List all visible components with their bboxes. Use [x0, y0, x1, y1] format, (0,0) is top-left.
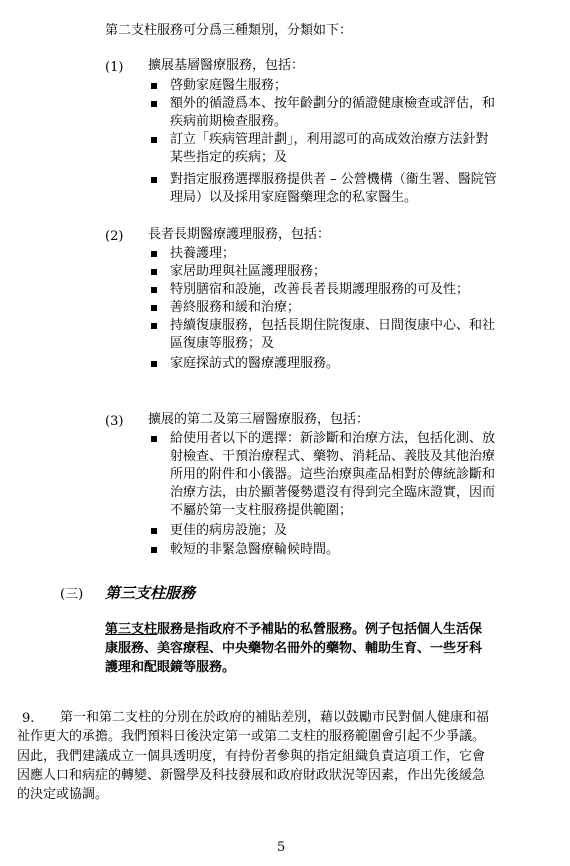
cat2-item-3-line-0: 善終服務和緩和治療；: [170, 300, 301, 315]
bullet-icon: [151, 137, 157, 143]
paragraph-9-line-4: 的決定或協調。: [17, 787, 109, 802]
cat3-item-0-line-2: 所用的附件和小儀器。這些治療與產品相對於傳統診斷和: [170, 467, 496, 482]
cat2-item-4-line-1: 區復康等服務；及: [170, 336, 275, 351]
section-3-line-1: 康服務、美容療程、中央藥物名冊外的藥物、輔助生育、一些牙科: [105, 641, 483, 656]
underlined-term: 第三支柱: [105, 622, 158, 637]
cat1-number: (1): [105, 60, 124, 75]
paragraph-9-line-3: 因應人口和病症的轉變、新醫學及科技發展和政府財政狀況等因素，作出先後緩急: [17, 768, 486, 783]
cat1-item-2-line-1: 某些指定的疾病；及: [170, 150, 288, 165]
bullet-icon: [151, 436, 157, 442]
cat1-item-3-line-1: 理局）以及採用家庭醫藥理念的私家醫生。: [170, 190, 418, 205]
section-title: 第三支柱服務: [105, 584, 196, 602]
paragraph-9-line-0: 第一和第二支柱的分別在於政府的補貼差別，藉以鼓勵市民對個人健康和福: [60, 710, 490, 725]
bullet-icon: [151, 83, 157, 89]
cat1-item-2-line-0: 訂立「疾病管理計劃」，利用認可的高成效治療方法針對: [170, 132, 489, 147]
paragraph-9-line-1: 祉作更大的承擔。我們預料日後決定第一或第二支柱的服務範圍會引起不少爭議。: [17, 729, 486, 744]
bullet-icon: [151, 528, 157, 534]
cat3-item-0-line-1: 射檢查、干預治療程式、藥物、消耗品、義肢及其他治療: [170, 449, 496, 464]
cat1-item-1-line-1: 疾病前期檢查服務。: [170, 114, 288, 129]
cat3-title: 擴展的第二及第三層醫療服務，包括：: [148, 412, 370, 427]
cat3-item-0-line-3: 治療方法，由於顯著優勢還沒有得到完全臨床證實，因而: [170, 485, 496, 500]
cat3-item-0-line-4: 不屬於第一支柱服務提供範圍；: [170, 503, 353, 518]
intro-text: 第二支柱服務可分爲三種類別，分類如下：: [105, 23, 353, 38]
bullet-icon: [151, 323, 157, 329]
bullet-icon: [151, 547, 157, 553]
bullet-icon: [151, 251, 157, 257]
paragraph-9-line-2: 因此，我們建議成立一個具透明度，有持份者參與的指定組織負責這項工作，它會: [17, 749, 486, 764]
cat1-item-1-line-0: 額外的循證爲本、按年齡劃分的循證健康檢查或評估，和: [170, 96, 496, 111]
cat2-item-4-line-0: 持續復康服務，包括長期住院復康、日間復康中心、和社: [170, 318, 496, 333]
cat3-item-2-line-0: 較短的非緊急醫療輪候時間。: [170, 542, 340, 557]
bullet-icon: [151, 101, 157, 107]
cat2-item-0-line-0: 扶養護理；: [170, 246, 236, 261]
bullet-icon: [151, 361, 157, 367]
cat2-item-1-line-0: 家居助理與社區護理服務；: [170, 264, 327, 279]
section-marker: (三): [60, 587, 84, 602]
paragraph-number: 9.: [22, 711, 35, 726]
cat2-item-5-line-0: 家庭探訪式的醫療護理服務。: [170, 356, 340, 371]
cat3-item-1-line-0: 更佳的病房設施；及: [170, 523, 288, 538]
cat1-item-3-line-0: 對指定服務選擇服務提供者 – 公營機構（衞生署、醫院管: [170, 172, 497, 187]
section-3-line-2: 護理和配眼鏡等服務。: [105, 660, 236, 675]
bullet-icon: [151, 287, 157, 293]
bullet-icon: [151, 269, 157, 275]
section-3-line-0: 第三支柱服務是指政府不予補貼的私營服務。例子包括個人生活保: [105, 622, 483, 637]
cat2-item-2-line-0: 特別膳宿和設施，改善長者長期護理服務的可及性；: [170, 282, 470, 297]
cat3-item-0-line-0: 給使用者以下的選擇：新診斷和治療方法，包括化測、放: [170, 431, 496, 446]
cat1-title: 擴展基層醫療服務，包括：: [148, 58, 305, 73]
cat1-item-0-line-0: 啓動家庭醫生服務；: [170, 78, 288, 93]
cat3-number: (3): [105, 414, 124, 429]
bullet-icon: [151, 177, 157, 183]
cat2-number: (2): [105, 229, 124, 244]
page-number: 5: [277, 840, 286, 855]
bullet-icon: [151, 305, 157, 311]
cat2-title: 長者長期醫療護理服務，包括：: [148, 227, 331, 242]
